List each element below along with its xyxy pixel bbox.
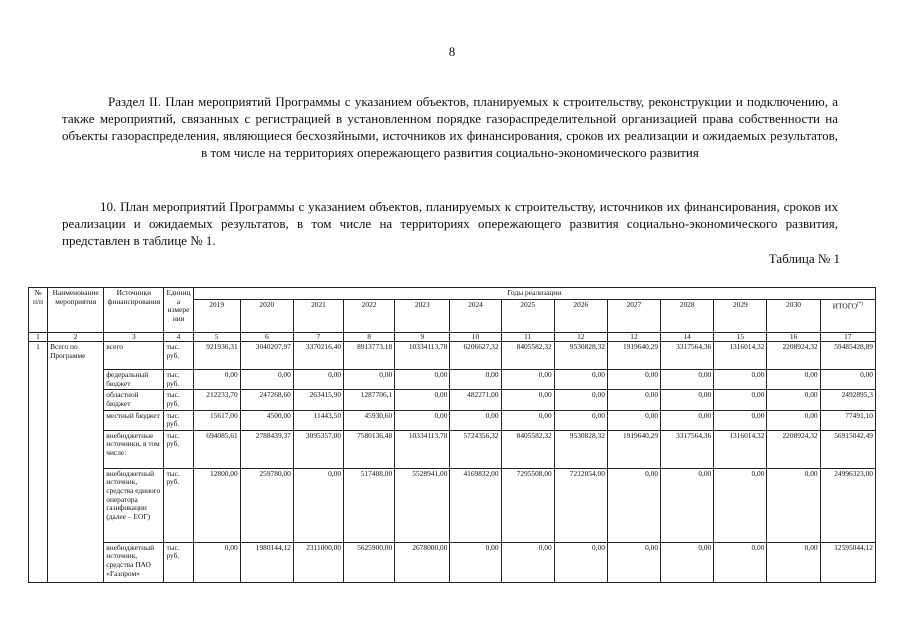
value-cell: 9530828,32 bbox=[554, 342, 607, 370]
value-cell: 0,00 bbox=[395, 410, 450, 430]
funding-source-cell: внебюджетные источники, в том числе: bbox=[104, 430, 164, 468]
column-index-cell: 14 bbox=[661, 332, 714, 342]
value-cell: 1919640,29 bbox=[607, 430, 660, 468]
value-cell: 15617,00 bbox=[193, 410, 240, 430]
header-year: 2025 bbox=[501, 299, 554, 332]
value-cell: 0,00 bbox=[820, 370, 875, 390]
unit-cell: тыс. руб. bbox=[164, 542, 193, 582]
funding-source-cell: внебюджетный источник, средства единого оператора газификации (далее – ЕОГ) bbox=[104, 468, 164, 542]
value-cell: 0,00 bbox=[293, 468, 343, 542]
value-cell: 77491,10 bbox=[820, 410, 875, 430]
value-cell: 0,00 bbox=[501, 370, 554, 390]
funding-source-cell: федеральный бюджет bbox=[104, 370, 164, 390]
value-cell: 7295508,00 bbox=[501, 468, 554, 542]
value-cell: 10334113,78 bbox=[395, 430, 450, 468]
unit-cell: тыс. руб. bbox=[164, 430, 193, 468]
value-cell: 56915042,49 bbox=[820, 430, 875, 468]
header-num: № п/п bbox=[29, 288, 48, 333]
value-cell: 0,00 bbox=[501, 542, 554, 582]
column-index-cell: 9 bbox=[395, 332, 450, 342]
value-cell: 3040207,97 bbox=[240, 342, 293, 370]
unit-cell: тыс. руб. bbox=[164, 468, 193, 542]
value-cell: 0,00 bbox=[767, 390, 820, 410]
value-cell: 59485428,89 bbox=[820, 342, 875, 370]
value-cell: 9530828,32 bbox=[554, 430, 607, 468]
column-index-cell: 1 bbox=[29, 332, 48, 342]
value-cell: 12595044,12 bbox=[820, 542, 875, 582]
column-index-cell: 16 bbox=[767, 332, 820, 342]
value-cell: 10334113,78 bbox=[395, 342, 450, 370]
value-cell: 0,00 bbox=[293, 370, 343, 390]
total-footnote-mark: (*) bbox=[857, 301, 863, 307]
value-cell: 1316014,32 bbox=[714, 342, 767, 370]
header-year: ИТОГО(*) bbox=[820, 299, 875, 332]
unit-cell: тыс. руб. bbox=[164, 342, 193, 370]
funding-source-cell: внебюджетный источник, средства ПАО «Газпром» bbox=[104, 542, 164, 582]
value-cell: 2208924,32 bbox=[767, 342, 820, 370]
value-cell: 7580136,48 bbox=[344, 430, 395, 468]
value-cell: 2678000,00 bbox=[395, 542, 450, 582]
header-year: 2027 bbox=[607, 299, 660, 332]
unit-cell: тыс. руб. bbox=[164, 370, 193, 390]
value-cell: 0,00 bbox=[450, 410, 501, 430]
table-body bbox=[29, 342, 876, 583]
plan-table bbox=[28, 287, 876, 583]
header-year: 2019 bbox=[193, 299, 240, 332]
value-cell: 0,00 bbox=[714, 410, 767, 430]
table-row bbox=[29, 370, 876, 390]
value-cell: 0,00 bbox=[767, 468, 820, 542]
value-cell: 0,00 bbox=[767, 542, 820, 582]
column-index-cell: 11 bbox=[501, 332, 554, 342]
funding-source-cell: областной бюджет bbox=[104, 390, 164, 410]
value-cell: 4500,00 bbox=[240, 410, 293, 430]
table-row bbox=[29, 410, 876, 430]
value-cell: 0,00 bbox=[450, 370, 501, 390]
value-cell: 11443,50 bbox=[293, 410, 343, 430]
unit-cell: тыс. руб. bbox=[164, 390, 193, 410]
value-cell: 8405582,32 bbox=[501, 430, 554, 468]
value-cell: 0,00 bbox=[607, 390, 660, 410]
column-index-cell: 6 bbox=[240, 332, 293, 342]
table-caption: Таблица № 1 bbox=[768, 251, 840, 266]
value-cell: 0,00 bbox=[661, 410, 714, 430]
value-cell: 0,00 bbox=[193, 542, 240, 582]
value-cell: 24996323,00 bbox=[820, 468, 875, 542]
header-name: Наименование мероприятия bbox=[48, 288, 104, 333]
value-cell: 247268,60 bbox=[240, 390, 293, 410]
value-cell: 4169832,00 bbox=[450, 468, 501, 542]
value-cell: 0,00 bbox=[767, 370, 820, 390]
value-cell: 0,00 bbox=[193, 370, 240, 390]
section-title: Раздел II. План мероприятий Программы с указанием объектов, планируемых к строительству, реконструкции и подключению, а также мероприятий, связанных с регистрацией в установленном порядке газораспределительной организацией права собственности на объекты газораспределения, являющиеся бесхозяйными, источников их финансирования, сроков их реализации и ожидаемых результатов, в том числе на территориях опережающего развития социально-экономического развития bbox=[62, 94, 838, 160]
page-number: 8 bbox=[448, 44, 456, 59]
value-cell: 8405582,32 bbox=[501, 342, 554, 370]
table-row bbox=[29, 430, 876, 468]
value-cell: 0,00 bbox=[661, 390, 714, 410]
value-cell: 0,00 bbox=[714, 542, 767, 582]
value-cell: 45930,60 bbox=[344, 410, 395, 430]
value-cell: 0,00 bbox=[395, 370, 450, 390]
activity-name-cell: Всего по Программе bbox=[48, 342, 104, 583]
value-cell: 2788439,37 bbox=[240, 430, 293, 468]
value-cell: 5528941,00 bbox=[395, 468, 450, 542]
unit-cell: тыс. руб. bbox=[164, 410, 193, 430]
column-index-cell: 7 bbox=[293, 332, 343, 342]
table-row bbox=[29, 468, 876, 542]
value-cell: 0,00 bbox=[450, 542, 501, 582]
column-index-cell: 12 bbox=[607, 332, 660, 342]
value-cell: 0,00 bbox=[554, 370, 607, 390]
column-index-cell: 4 bbox=[164, 332, 193, 342]
value-cell: 0,00 bbox=[767, 410, 820, 430]
header-years-group: Годы реализации bbox=[193, 288, 875, 300]
value-cell: 2492895,3 bbox=[820, 390, 875, 410]
value-cell: 3317564,36 bbox=[661, 430, 714, 468]
value-cell: 1980144,12 bbox=[240, 542, 293, 582]
value-cell: 0,00 bbox=[501, 390, 554, 410]
header-year: 2020 bbox=[240, 299, 293, 332]
column-index-cell: 3 bbox=[104, 332, 164, 342]
header-source: Источники финансирования bbox=[104, 288, 164, 333]
value-cell: 0,00 bbox=[554, 390, 607, 410]
value-cell: 0,00 bbox=[661, 370, 714, 390]
value-cell: 2208924,32 bbox=[767, 430, 820, 468]
value-cell: 0,00 bbox=[554, 410, 607, 430]
value-cell: 921936,31 bbox=[193, 342, 240, 370]
value-cell: 0,00 bbox=[607, 410, 660, 430]
table-row bbox=[29, 542, 876, 582]
value-cell: 6206627,32 bbox=[450, 342, 501, 370]
intro-paragraph: 10. План мероприятий Программы с указанием объектов, планируемых к строительству, источников их финансирования, сроков их реализации и ожидаемых результатов, в том числе на территориях опережающего развития социально-экономического развития, представлен в таблице № 1. bbox=[62, 199, 838, 248]
column-index-cell: 15 bbox=[714, 332, 767, 342]
value-cell: 0,00 bbox=[661, 542, 714, 582]
column-index-cell: 12 bbox=[554, 332, 607, 342]
value-cell: 0,00 bbox=[607, 370, 660, 390]
value-cell: 8913773,18 bbox=[344, 342, 395, 370]
header-year: 2022 bbox=[344, 299, 395, 332]
value-cell: 263415,90 bbox=[293, 390, 343, 410]
value-cell: 0,00 bbox=[554, 542, 607, 582]
header-year: 2030 bbox=[767, 299, 820, 332]
row-number-cell: 1 bbox=[29, 342, 48, 583]
value-cell: 0,00 bbox=[714, 468, 767, 542]
value-cell: 0,00 bbox=[714, 370, 767, 390]
column-index-cell: 17 bbox=[820, 332, 875, 342]
header-year: 2024 bbox=[450, 299, 501, 332]
header-year: 2026 bbox=[554, 299, 607, 332]
value-cell: 5724356,32 bbox=[450, 430, 501, 468]
value-cell: 0,00 bbox=[607, 542, 660, 582]
value-cell: 0,00 bbox=[501, 410, 554, 430]
column-index-cell: 8 bbox=[344, 332, 395, 342]
value-cell: 517408,00 bbox=[344, 468, 395, 542]
value-cell: 3317564,36 bbox=[661, 342, 714, 370]
value-cell: 1287706,1 bbox=[344, 390, 395, 410]
value-cell: 212233,70 bbox=[193, 390, 240, 410]
value-cell: 0,00 bbox=[344, 370, 395, 390]
value-cell: 0,00 bbox=[395, 390, 450, 410]
value-cell: 1919640,29 bbox=[607, 342, 660, 370]
value-cell: 12800,00 bbox=[193, 468, 240, 542]
column-index-cell: 2 bbox=[48, 332, 104, 342]
header-year: 2023 bbox=[395, 299, 450, 332]
value-cell: 3095357,00 bbox=[293, 430, 343, 468]
header-year: 2021 bbox=[293, 299, 343, 332]
funding-source-cell: местный бюджет bbox=[104, 410, 164, 430]
value-cell: 259780,00 bbox=[240, 468, 293, 542]
column-index-cell: 5 bbox=[193, 332, 240, 342]
value-cell: 2311000,00 bbox=[293, 542, 343, 582]
column-index-row bbox=[29, 332, 876, 342]
header-unit: Единица измерения bbox=[164, 288, 193, 333]
value-cell: 482271,00 bbox=[450, 390, 501, 410]
value-cell: 694085,61 bbox=[193, 430, 240, 468]
value-cell: 7212054,00 bbox=[554, 468, 607, 542]
value-cell: 3370216,40 bbox=[293, 342, 343, 370]
value-cell: 0,00 bbox=[607, 468, 660, 542]
header-year: 2028 bbox=[661, 299, 714, 332]
table-row bbox=[29, 342, 876, 370]
value-cell: 0,00 bbox=[240, 370, 293, 390]
table-row bbox=[29, 390, 876, 410]
value-cell: 0,00 bbox=[661, 468, 714, 542]
column-index-cell: 10 bbox=[450, 332, 501, 342]
header-year: 2029 bbox=[714, 299, 767, 332]
funding-source-cell: всего bbox=[104, 342, 164, 370]
value-cell: 5625900,00 bbox=[344, 542, 395, 582]
value-cell: 1316014,32 bbox=[714, 430, 767, 468]
value-cell: 0,00 bbox=[714, 390, 767, 410]
